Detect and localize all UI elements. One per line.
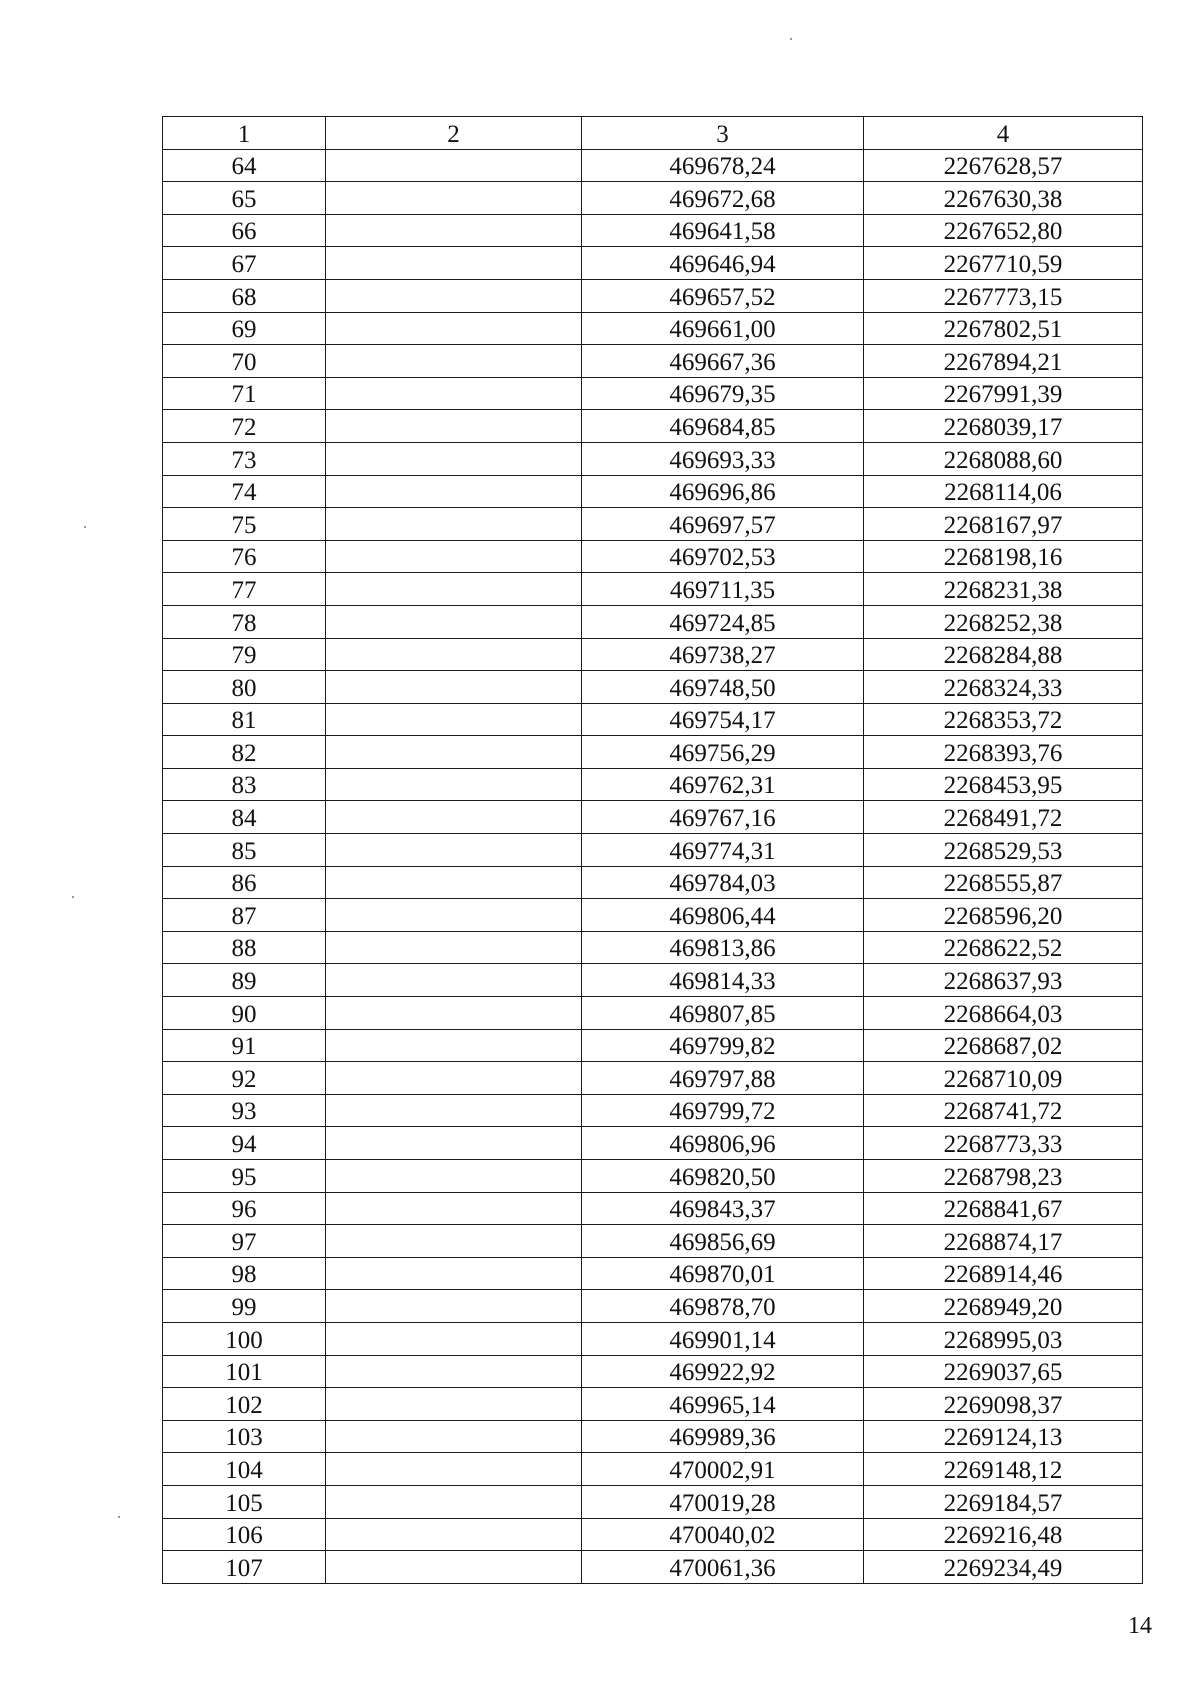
blank-cell — [326, 1290, 582, 1323]
table-row — [163, 182, 1143, 215]
point-number-cell: 107 — [163, 1551, 326, 1584]
coordinate-y-cell: 2268664,03 — [864, 997, 1143, 1030]
table-row — [163, 1485, 1143, 1518]
point-number-cell: 88 — [163, 931, 326, 964]
blank-cell — [326, 1160, 582, 1193]
coordinate-y-cell: 2268088,60 — [864, 442, 1143, 475]
coordinate-y-cell: 2269184,57 — [864, 1485, 1143, 1518]
blank-cell — [326, 736, 582, 769]
point-number-cell: 79 — [163, 638, 326, 671]
table-row — [163, 149, 1143, 182]
blank-cell — [326, 1551, 582, 1584]
coordinate-y-cell: 2269148,12 — [864, 1453, 1143, 1486]
table-row — [163, 703, 1143, 736]
table-row — [163, 508, 1143, 541]
blank-cell — [326, 573, 582, 606]
coordinate-y-cell: 2269124,13 — [864, 1420, 1143, 1453]
coordinate-x-cell: 469754,17 — [582, 703, 864, 736]
point-number-cell: 66 — [163, 214, 326, 247]
blank-cell — [326, 834, 582, 867]
table-row — [163, 573, 1143, 606]
table-row — [163, 671, 1143, 704]
coordinate-x-cell: 469989,36 — [582, 1420, 864, 1453]
coordinate-y-cell: 2268841,67 — [864, 1192, 1143, 1225]
coordinate-y-cell: 2268637,93 — [864, 964, 1143, 997]
coordinate-y-cell: 2267628,57 — [864, 149, 1143, 182]
coordinate-x-cell: 469767,16 — [582, 801, 864, 834]
scan-speck — [72, 896, 74, 898]
table-row — [163, 1029, 1143, 1062]
blank-cell — [326, 1094, 582, 1127]
point-number-cell: 95 — [163, 1160, 326, 1193]
point-number-cell: 84 — [163, 801, 326, 834]
coordinate-x-cell: 469813,86 — [582, 931, 864, 964]
coordinate-x-cell: 469738,27 — [582, 638, 864, 671]
table-row — [163, 214, 1143, 247]
table-row — [163, 442, 1143, 475]
blank-cell — [326, 410, 582, 443]
point-number-cell: 96 — [163, 1192, 326, 1225]
point-number-cell: 70 — [163, 345, 326, 378]
coordinate-x-cell: 469641,58 — [582, 214, 864, 247]
table-row — [163, 475, 1143, 508]
coordinate-y-cell: 2267710,59 — [864, 247, 1143, 280]
table-row — [163, 279, 1143, 312]
coordinate-x-cell: 469711,35 — [582, 573, 864, 606]
table-row — [163, 1420, 1143, 1453]
blank-cell — [326, 703, 582, 736]
point-number-cell: 71 — [163, 377, 326, 410]
table-row — [163, 1062, 1143, 1095]
point-number-cell: 85 — [163, 834, 326, 867]
coordinate-x-cell: 469679,35 — [582, 377, 864, 410]
coordinate-x-cell: 469922,92 — [582, 1355, 864, 1388]
blank-cell — [326, 671, 582, 704]
blank-cell — [326, 214, 582, 247]
blank-cell — [326, 801, 582, 834]
table-row — [163, 899, 1143, 932]
coordinate-x-cell: 469693,33 — [582, 442, 864, 475]
coordinate-y-cell: 2268231,38 — [864, 573, 1143, 606]
coordinate-y-cell: 2268529,53 — [864, 834, 1143, 867]
blank-cell — [326, 964, 582, 997]
coordinate-y-cell: 2268798,23 — [864, 1160, 1143, 1193]
point-number-cell: 83 — [163, 768, 326, 801]
coordinate-y-cell: 2268491,72 — [864, 801, 1143, 834]
blank-cell — [326, 638, 582, 671]
scan-speck — [118, 1516, 120, 1518]
coordinate-x-cell: 469678,24 — [582, 149, 864, 182]
point-number-cell: 98 — [163, 1257, 326, 1290]
point-number-cell: 68 — [163, 279, 326, 312]
blank-cell — [326, 1388, 582, 1421]
coordinate-x-cell: 469799,82 — [582, 1029, 864, 1062]
coordinate-y-cell: 2268324,33 — [864, 671, 1143, 704]
coordinate-x-cell: 469724,85 — [582, 605, 864, 638]
coordinate-x-cell: 469667,36 — [582, 345, 864, 378]
coordinate-y-cell: 2268687,02 — [864, 1029, 1143, 1062]
point-number-cell: 73 — [163, 442, 326, 475]
coordinate-x-cell: 469878,70 — [582, 1290, 864, 1323]
table-row — [163, 1192, 1143, 1225]
coordinate-x-cell: 469702,53 — [582, 540, 864, 573]
table-row — [163, 247, 1143, 280]
coordinate-y-cell: 2268773,33 — [864, 1127, 1143, 1160]
coordinate-x-cell: 469748,50 — [582, 671, 864, 704]
blank-cell — [326, 182, 582, 215]
coordinates-table — [162, 116, 1143, 1584]
table-row — [163, 1355, 1143, 1388]
coordinate-x-cell: 469672,68 — [582, 182, 864, 215]
table-row — [163, 1127, 1143, 1160]
coordinate-x-cell: 469856,69 — [582, 1225, 864, 1258]
blank-cell — [326, 345, 582, 378]
column-header-4: 4 — [864, 117, 1143, 150]
table-row — [163, 768, 1143, 801]
blank-cell — [326, 508, 582, 541]
coordinate-y-cell: 2268114,06 — [864, 475, 1143, 508]
table-row — [163, 834, 1143, 867]
point-number-cell: 103 — [163, 1420, 326, 1453]
point-number-cell: 100 — [163, 1322, 326, 1355]
coordinate-x-cell: 469756,29 — [582, 736, 864, 769]
scan-speck — [790, 38, 792, 40]
coordinate-y-cell: 2268596,20 — [864, 899, 1143, 932]
coordinate-y-cell: 2268393,76 — [864, 736, 1143, 769]
column-header-3: 3 — [582, 117, 864, 150]
point-number-cell: 74 — [163, 475, 326, 508]
blank-cell — [326, 605, 582, 638]
point-number-cell: 72 — [163, 410, 326, 443]
coordinate-y-cell: 2269037,65 — [864, 1355, 1143, 1388]
coordinate-y-cell: 2268353,72 — [864, 703, 1143, 736]
coordinate-y-cell: 2268874,17 — [864, 1225, 1143, 1258]
coordinate-y-cell: 2269098,37 — [864, 1388, 1143, 1421]
coordinate-x-cell: 469807,85 — [582, 997, 864, 1030]
coordinate-x-cell: 470002,91 — [582, 1453, 864, 1486]
table-row — [163, 964, 1143, 997]
table-row — [163, 866, 1143, 899]
coordinate-y-cell: 2267652,80 — [864, 214, 1143, 247]
point-number-cell: 93 — [163, 1094, 326, 1127]
column-header-2: 2 — [326, 117, 582, 150]
table-row — [163, 410, 1143, 443]
table-row — [163, 345, 1143, 378]
point-number-cell: 87 — [163, 899, 326, 932]
coordinate-x-cell: 470019,28 — [582, 1485, 864, 1518]
blank-cell — [326, 1029, 582, 1062]
blank-cell — [326, 1518, 582, 1551]
coordinates-table-body — [163, 117, 1143, 1584]
point-number-cell: 104 — [163, 1453, 326, 1486]
table-row — [163, 1388, 1143, 1421]
table-row — [163, 540, 1143, 573]
blank-cell — [326, 1485, 582, 1518]
blank-cell — [326, 1322, 582, 1355]
blank-cell — [326, 768, 582, 801]
blank-cell — [326, 247, 582, 280]
blank-cell — [326, 442, 582, 475]
table-row — [163, 1257, 1143, 1290]
coordinate-y-cell: 2268710,09 — [864, 1062, 1143, 1095]
point-number-cell: 97 — [163, 1225, 326, 1258]
point-number-cell: 78 — [163, 605, 326, 638]
table-row — [163, 1453, 1143, 1486]
table-row — [163, 638, 1143, 671]
table-row — [163, 377, 1143, 410]
coordinate-y-cell: 2268914,46 — [864, 1257, 1143, 1290]
point-number-cell: 99 — [163, 1290, 326, 1323]
coordinate-x-cell: 469696,86 — [582, 475, 864, 508]
point-number-cell: 77 — [163, 573, 326, 606]
point-number-cell: 90 — [163, 997, 326, 1030]
point-number-cell: 81 — [163, 703, 326, 736]
point-number-cell: 75 — [163, 508, 326, 541]
blank-cell — [326, 1192, 582, 1225]
coordinate-y-cell: 2267630,38 — [864, 182, 1143, 215]
blank-cell — [326, 1225, 582, 1258]
coordinate-x-cell: 469806,44 — [582, 899, 864, 932]
point-number-cell: 89 — [163, 964, 326, 997]
blank-cell — [326, 899, 582, 932]
column-header-1: 1 — [163, 117, 326, 150]
point-number-cell: 92 — [163, 1062, 326, 1095]
coordinate-y-cell: 2268949,20 — [864, 1290, 1143, 1323]
table-row — [163, 1094, 1143, 1127]
point-number-cell: 91 — [163, 1029, 326, 1062]
coordinate-y-cell: 2268167,97 — [864, 508, 1143, 541]
coordinate-y-cell: 2268995,03 — [864, 1322, 1143, 1355]
scan-speck — [84, 526, 86, 528]
coordinate-y-cell: 2267802,51 — [864, 312, 1143, 345]
point-number-cell: 86 — [163, 866, 326, 899]
coordinate-y-cell: 2268198,16 — [864, 540, 1143, 573]
point-number-cell: 64 — [163, 149, 326, 182]
coordinate-y-cell: 2268039,17 — [864, 410, 1143, 443]
coordinate-x-cell: 469762,31 — [582, 768, 864, 801]
point-number-cell: 69 — [163, 312, 326, 345]
coordinate-x-cell: 469684,85 — [582, 410, 864, 443]
table-header-row — [163, 117, 1143, 150]
coordinate-x-cell: 469697,57 — [582, 508, 864, 541]
point-number-cell: 82 — [163, 736, 326, 769]
point-number-cell: 80 — [163, 671, 326, 704]
blank-cell — [326, 931, 582, 964]
coordinate-y-cell: 2268252,38 — [864, 605, 1143, 638]
coordinate-x-cell: 469965,14 — [582, 1388, 864, 1421]
coordinate-y-cell: 2268622,52 — [864, 931, 1143, 964]
coordinate-x-cell: 469820,50 — [582, 1160, 864, 1193]
table-row — [163, 997, 1143, 1030]
table-row — [163, 1160, 1143, 1193]
coordinate-x-cell: 470040,02 — [582, 1518, 864, 1551]
blank-cell — [326, 866, 582, 899]
table-row — [163, 801, 1143, 834]
point-number-cell: 102 — [163, 1388, 326, 1421]
point-number-cell: 101 — [163, 1355, 326, 1388]
point-number-cell: 76 — [163, 540, 326, 573]
blank-cell — [326, 1062, 582, 1095]
page-number: 14 — [1128, 1613, 1152, 1639]
coordinate-x-cell: 469784,03 — [582, 866, 864, 899]
blank-cell — [326, 1127, 582, 1160]
coordinate-y-cell: 2268284,88 — [864, 638, 1143, 671]
blank-cell — [326, 312, 582, 345]
coordinate-x-cell: 469901,14 — [582, 1322, 864, 1355]
blank-cell — [326, 1420, 582, 1453]
point-number-cell: 94 — [163, 1127, 326, 1160]
blank-cell — [326, 997, 582, 1030]
coordinate-x-cell: 470061,36 — [582, 1551, 864, 1584]
table-row — [163, 1322, 1143, 1355]
table-row — [163, 312, 1143, 345]
blank-cell — [326, 1355, 582, 1388]
coordinate-y-cell: 2268741,72 — [864, 1094, 1143, 1127]
coordinate-x-cell: 469797,88 — [582, 1062, 864, 1095]
coordinate-x-cell: 469774,31 — [582, 834, 864, 867]
table-row — [163, 1518, 1143, 1551]
coordinate-y-cell: 2268555,87 — [864, 866, 1143, 899]
point-number-cell: 106 — [163, 1518, 326, 1551]
table-row — [163, 1290, 1143, 1323]
point-number-cell: 65 — [163, 182, 326, 215]
point-number-cell: 105 — [163, 1485, 326, 1518]
blank-cell — [326, 377, 582, 410]
coordinate-y-cell: 2269216,48 — [864, 1518, 1143, 1551]
coordinate-y-cell: 2267894,21 — [864, 345, 1143, 378]
table-row — [163, 1551, 1143, 1584]
coordinate-x-cell: 469843,37 — [582, 1192, 864, 1225]
coordinate-x-cell: 469870,01 — [582, 1257, 864, 1290]
coordinate-x-cell: 469814,33 — [582, 964, 864, 997]
coordinate-y-cell: 2267991,39 — [864, 377, 1143, 410]
coordinate-y-cell: 2267773,15 — [864, 279, 1143, 312]
blank-cell — [326, 279, 582, 312]
coordinate-x-cell: 469661,00 — [582, 312, 864, 345]
coordinate-y-cell: 2268453,95 — [864, 768, 1143, 801]
coordinate-x-cell: 469657,52 — [582, 279, 864, 312]
blank-cell — [326, 475, 582, 508]
coordinate-y-cell: 2269234,49 — [864, 1551, 1143, 1584]
coordinate-x-cell: 469799,72 — [582, 1094, 864, 1127]
blank-cell — [326, 1453, 582, 1486]
point-number-cell: 67 — [163, 247, 326, 280]
table-row — [163, 736, 1143, 769]
table-row — [163, 1225, 1143, 1258]
coordinate-x-cell: 469806,96 — [582, 1127, 864, 1160]
table-row — [163, 605, 1143, 638]
blank-cell — [326, 1257, 582, 1290]
blank-cell — [326, 149, 582, 182]
table-row — [163, 931, 1143, 964]
coordinate-x-cell: 469646,94 — [582, 247, 864, 280]
blank-cell — [326, 540, 582, 573]
